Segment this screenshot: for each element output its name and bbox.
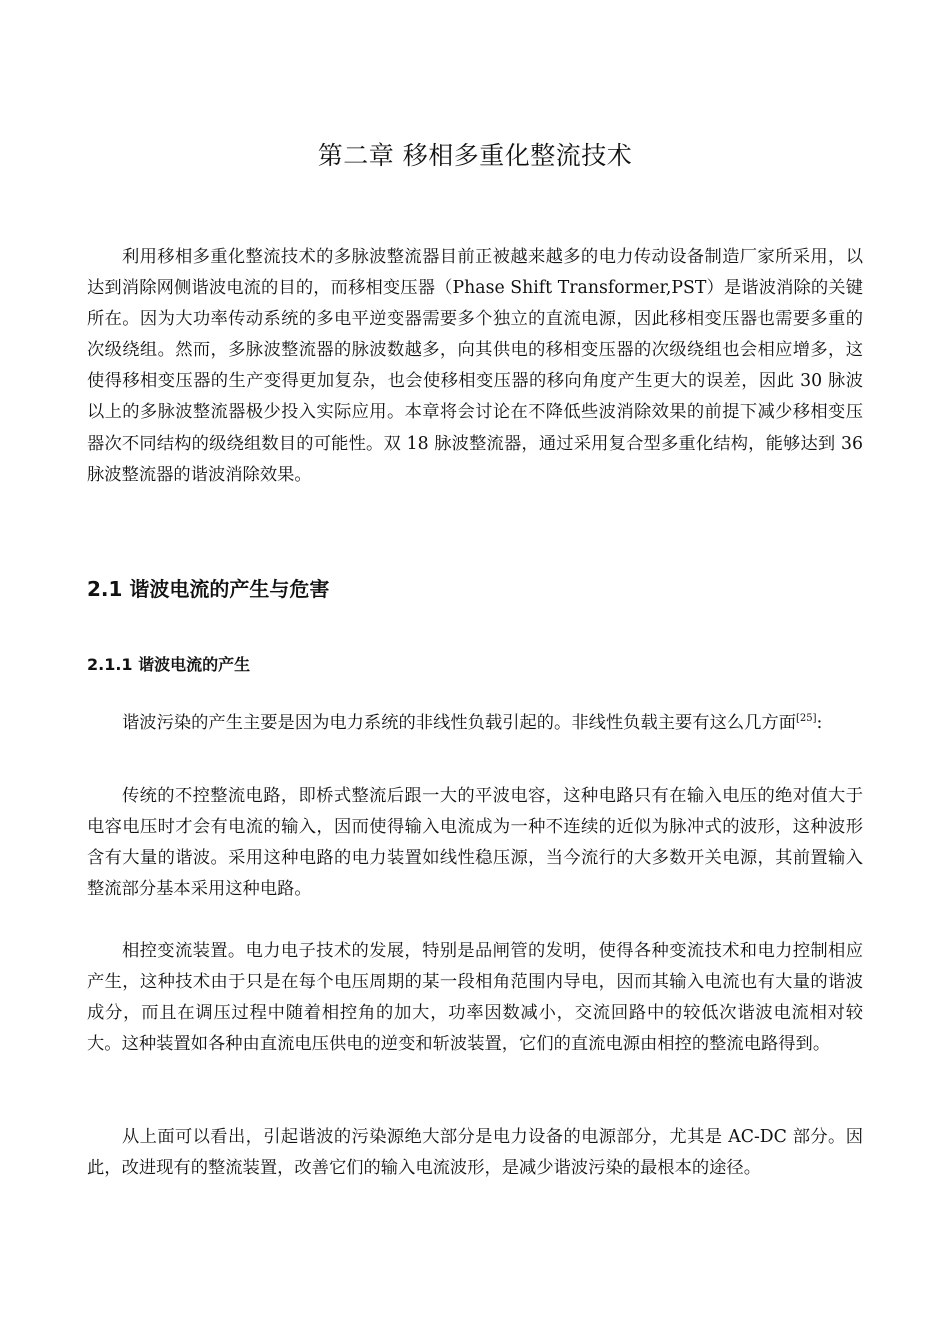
chapter-title: 第二章 移相多重化整流技术 [317, 141, 633, 170]
section-heading-2-1: 2.1 谐波电流的产生与危害 [87, 577, 330, 601]
intro-paragraph: 利用移相多重化整流技术的多脉波整流器目前正被越来越多的电力传动设备制造厂家所采用，以达到消除网侧谐波电流的目的，而移相变压器（Phase Shift Transformer,PST）是谐波消除的关键所在。因为大功率传动系统的多电平逆变器需要多个独立的直流电源，因此移相变压器也需要多重的次级绕组。然而，多脉波整流器的脉波数越多，向其供电的移相变压器的次级绕组也会相应增多，这使得移相变压器的生产变得更加复杂，也会使移相变压器的移向角度产生更大的误差，因此 30 脉波以上的多脉波整流器极少投入实际应用。本章将会讨论在不降低些波消除效果的前提下减少移相变压器次不同结构的级绕组数目的可能性。双 18 脉波整流器，通过采用复合型多重化结构，能够达到 36 脉波整流器的谐波消除效果。 [87, 247, 863, 485]
paragraph-phase-controlled: 相控变流装置。电力电子技术的发展，特别是品闸管的发明，使得各种变流技术和电力控制相应产生，这种技术由于只是在每个电压周期的某一段相角范围内导电，因而其输入电流也有大量的谐波成分，而且在调压过程中随着相控角的加大，功率因数减小，交流回路中的较低次谐波电流相对较大。这种装置如各种由直流电压供电的逆变和斩波装置，它们的直流电源由相控的整流电路得到。 [87, 941, 863, 1055]
paragraph-conclusion: 从上面可以看出，引起谐波的污染源绝大部分是电力设备的电源部分，尤其是 AC-DC 部分。因此，改进现有的整流装置，改善它们的输入电流波形，是减少谐波污染的最根本的途径。 [87, 1127, 863, 1179]
subsection-heading-2-1-1: 2.1.1 谐波电流的产生 [87, 655, 251, 674]
paragraph-nonlinear-loads [87, 708, 863, 739]
paragraph-text: 谐波污染的产生主要是因为电力系统的非线性负载引起的。非线性负载主要有这么几方面 [122, 713, 796, 733]
paragraph-uncontrolled-rectifier: 传统的不控整流电路，即桥式整流后跟一大的平波电容，这种电路只有在输入电压的绝对值大于电容电压时才会有电流的输入，因而使得输入电流成为一种不连续的近似为脉冲式的波形，这种波形含有大量的谐波。采用这种电路的电力装置如线性稳压源，当今流行的大多数开关电源，其前置输入整流部分基本采用这种电路。 [87, 786, 863, 900]
citation-reference: [25] [795, 713, 817, 725]
paragraph-tail: : [816, 713, 823, 733]
